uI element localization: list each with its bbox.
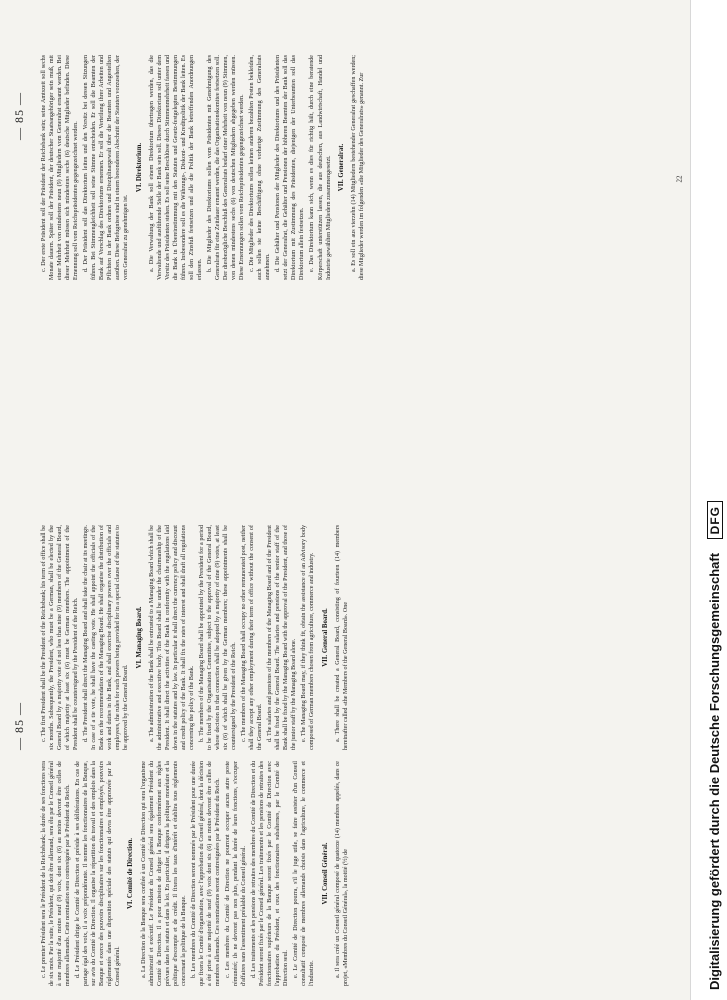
french-paragraph: e. Le Comité de Direction pourra, s'il le juge utile, se faire assister d'un Conseil consultatif composé de membres allemands choisis dans l'agriculture, le commerce et l'industrie. [293, 761, 316, 986]
german-paragraph: b. Die Mitglieder des Direktoriums sollen vom Präsidenten mit Genehmigung des Generalrats für eine Zeitdauer ernannt werden, die das Organisationskomitee festsetzen soll. Der diesbezügliche Beschluß des Generalrats bedarf einer Mehrheit von neun (9) Stimmen, von denen mindestens sechs (6) von deutschen Mitgliedern abgegeben werden müssen. Diese Ernennungen sollen vom Reichspräsidenten gegengezeichnet werden. [206, 55, 246, 280]
french-paragraph: b. Les membres du Comité de Direction seront nommés par le Président pour une durée que fixera le Comité d'organisation, avec l'approbation du Conseil général, dont la décision a été prise à une majorité de neuf (9) voix dont six (6) au moins devront être celles de membres allemands. Ces nominations seront contresignées par le Président du Reich. [190, 761, 221, 986]
french-paragraph: c. Le premier Président sera le Président de la Reichsbank; la durée de ses fonctions sera de six mois. Par la suite, le Président, qui doit être allemand, sera élu par le Conseil général à une majorité d'au moins neuf (9) voix, dont six (6) au moins devront être celles de membres allemands. Cette nomination sera contresignée par le Président du Reich. [41, 761, 72, 986]
french-paragraph: c. Les membres du Comité de Direction ne pourront occuper aucun autre poste rémunéré; ils ne devront pas non plus, pendant la durée de leurs fonctions, s'occuper d'affaires sans l'assentiment préalable du Conseil général. [224, 761, 248, 986]
french-paragraph: a. La Direction de la Banque sera confiée à un Comité de Direction qui sera l'organisme administratif et exécutif. Le Président du Conseil général sera également Président du Comité de Direction. Il a pour mission de diriger la Banque conformément aux règles prévues dans les statuts et dans la loi. En particulier, il dirigera la politique monétaire et la politique d'escompte et de crédit. Il fixera les taux d'intérêt et établira tous règlements concernant la politique de la Banque. [140, 761, 187, 986]
english-heading-vii: VII. General Board. [321, 608, 329, 667]
dfg-logo: DFG [707, 501, 723, 539]
german-paragraph: d. Die Gehälter und Pensionen der Mitglieder des Direktoriums und des Präsidenten setzt der Generalrat, die Gehälter und Pensionen der höheren Beamten der Bank soll das Direktorium mit Zustimmung des Präsidenten, diejenigen der Unterbeamten soll das Direktorium allein festsetzen. [275, 55, 306, 280]
english-paragraph: c. The first President shall be the President of the Reichsbank; his term of office shall be six months. Subsequently, the President, who must be a German, shall be elected by the General Board by a majority vote of not less than nine (9) members of the General Board, of which majority at least six (6) must be German members. The appointment of the President shall be countersigned by the President of the Reich. [41, 525, 80, 750]
sheet-number: 22 [675, 175, 684, 183]
german-paragraph: c. Der erste Präsident soll der Präsident der Reichsbank sein; seine Amtszeit soll sechs Monate dauern. Später soll der Präsident, der deutscher Staatsangehöriger sein muß, mit einer Mehrheit von mindestens neun (9) Mitgliedern vom Generalrat ernannt werden. Bei dieser Mehrheit müssen sich mindestens sechs (6) deutsche Mitglieder befinden. Diese Ernennung soll vom Reichspräsidenten gegengezeichnet werden. [41, 55, 80, 280]
german-column [40, 55, 368, 280]
english-heading-vi: VI. Managing Board. [135, 606, 143, 669]
german-paragraph: a. Es soll ein aus vierzehn (14) Mitgliedern bestehender Generalrat geschaffen werden; diese Mitglieder werden im folgenden «die Mitglieder des Generalrats» genannt. Zur [350, 55, 365, 280]
french-heading-vii: VII. Conseil Général. [321, 842, 329, 905]
german-paragraph: c. Die Mitglieder des Direktoriums sollen keinen anderen bezahlten Posten bekleiden, auch sollen sie keine Beschäftigung ohne vorherige Zustimmung des Generalrats annehmen. [249, 55, 272, 280]
french-paragraph: a. Il sera créé un Conseil général composé de quatorze (14) membres appelés, dans ce projet, «Membres du Conseil Général», la moitié (½) de [334, 761, 349, 986]
french-paragraph: d. Le Président dirige le Comité de Direction et préside à ses délibérations. En cas de partage égal des voix, il a voix prépondérante. Il nomme les fonctionnaires de la Banque, sur avis du Comité de Direction. Il organise la répartition du travail et des emplois dans la Banque et exerce des pouvoirs disciplinaires sur les fonctionnaires et employés, pouvoirs réglementés dans une disposition spéciale des statuts qui devra être approuvée par le Conseil général. [75, 761, 122, 986]
english-paragraph: d. The President shall direct the Managing Board and shall take the chair at its meetings. In case of a tie vote, he shall have the casting vote. He shall appoint the officials of the Bank on the recommendation of the Managing Board. He shall organise the distribution of work and duties in the Bank, and shall exercise disciplinary powers over the officials and employees, the rules for such powers being provided for in a special clause of the statutes to be approved by the General Board. [83, 525, 130, 750]
banner-caption: Digitalisierung gefördert durch die Deutsche Forschungsgemeinschaft [707, 552, 722, 990]
english-paragraph: d. The salaries and pensions of the members of the Managing Board and of the President shall be fixed by the General Board. The salaries and pensions of the senior staff of the Bank shall be fixed by the Managing Board with the approval of the President, and those of the junior staff by the Managing Board alone. [267, 525, 298, 750]
french-heading-vi: VI. Comité de Direction. [127, 837, 135, 910]
right-page-number: — 85 — [12, 92, 26, 140]
french-paragraph: d. Les traitements et les pensions de retraites des membres du Comité de Direction et du Président seront fixés par le Conseil général. Les traitements et les pensions de retraites des fonctionnaires supérieurs de la Banque seront fixés par le Comité de Direction avec l'approbation du Président, et ceux des fonctionnaires subalternes, par le Comité de Direction seul. [251, 761, 290, 986]
english-paragraph: c. The members of the Managing Board shall occupy no other remunerated post, neither shall they accept any other employment during their term of office without the consent of the General Board. [241, 525, 264, 750]
banner-text-row [707, 10, 723, 990]
english-paragraph: b. The members of the Managing Board shall be appointed by the President for a period to be fixed by the Organisation Committee, subject to the approval of the General Board, whose decision in that connection shall be adopted by a majority of nine (9) votes, at least six (6) of which shall be given by the German members; these appointments shall be countersigned by the President of the Reich. [198, 525, 238, 750]
german-heading-vii: VII. Generalrat. [337, 143, 345, 192]
french-column [40, 761, 352, 986]
digitization-banner [690, 0, 727, 1000]
german-paragraph: e. Das Direktorium kann sich, wenn es dies für richtig hält, durch eine beratende Körperschaft unterstützen lassen, die aus deutschen, aus Landwirtschaft, Handel und Industrie gewählten Mitgliedern zusammengesetzt. [309, 55, 332, 280]
english-paragraph: e. The Managing Board may, if they think fit, obtain the assistance of an Advisory body composed of German members chosen from agriculture, commerce and industry. [301, 525, 316, 750]
german-heading-vi: VI. Direktorium. [135, 142, 143, 193]
english-paragraph: a. There shall be created a General Board, consisting of fourteen (14) members hereinafter called «the Members of the General Board». One [334, 525, 349, 750]
german-paragraph: a. Die Verwaltung der Bank soll einem Direktorium übertragen werden, das die Verwaltende und ausführende Stelle der Bank sein soll. Dieses Direktorium soll unter dem Vorsitz des Präsidenten stehen. Es soll seine Beschlüsse durch Stimmenmehrheit fassen und die Bank in Übereinstimmung mit den Statuten und Gesetz-festgelegten Bestimmungen führen. Insbesondere soll es die Währungs-, Diskont- und Kreditpolitik der Bank leiten. Es soll den Zinsfuß festsetzen und alle die Politik der Bank betreffenden Anordnungen erlassen. [148, 55, 203, 280]
english-column [40, 525, 352, 750]
german-paragraph: d. Der Präsident soll das Direktorium leiten und den Vorsitz bei dessen Sitzungen führen. Bei Stimmengleichheit soll seine Stimme entscheiden. Er soll die Beamten der Bank auf Vorschlag des Direktoriums ernennen. Er soll die Verteilung ihrer Arbeiten und Pflichten in der Bank ordnen und Disziplinargewalt über die Beamten und Angestellten ausüben. Diese Befugnisse sind in einem besonderen Abschnitt der Statuten vorzusehen, der vom Generalrat zu genehmigen ist. [83, 55, 130, 280]
english-paragraph: a. The administration of the Bank shall be entrusted to a Managing Board which shall be the administrative and executive body. This Board shall be under the chairmanship of the President. It shall direct the activities of the Bank in conformity with the regulations laid down in the statutes and by law. In particular it shall direct the currency policy and discount and credit policy of the Bank. It shall fix the rates of interest and shall draft all regulations concerning the policy of the Bank. [148, 525, 195, 750]
left-page-number: — 85 — [12, 702, 26, 750]
